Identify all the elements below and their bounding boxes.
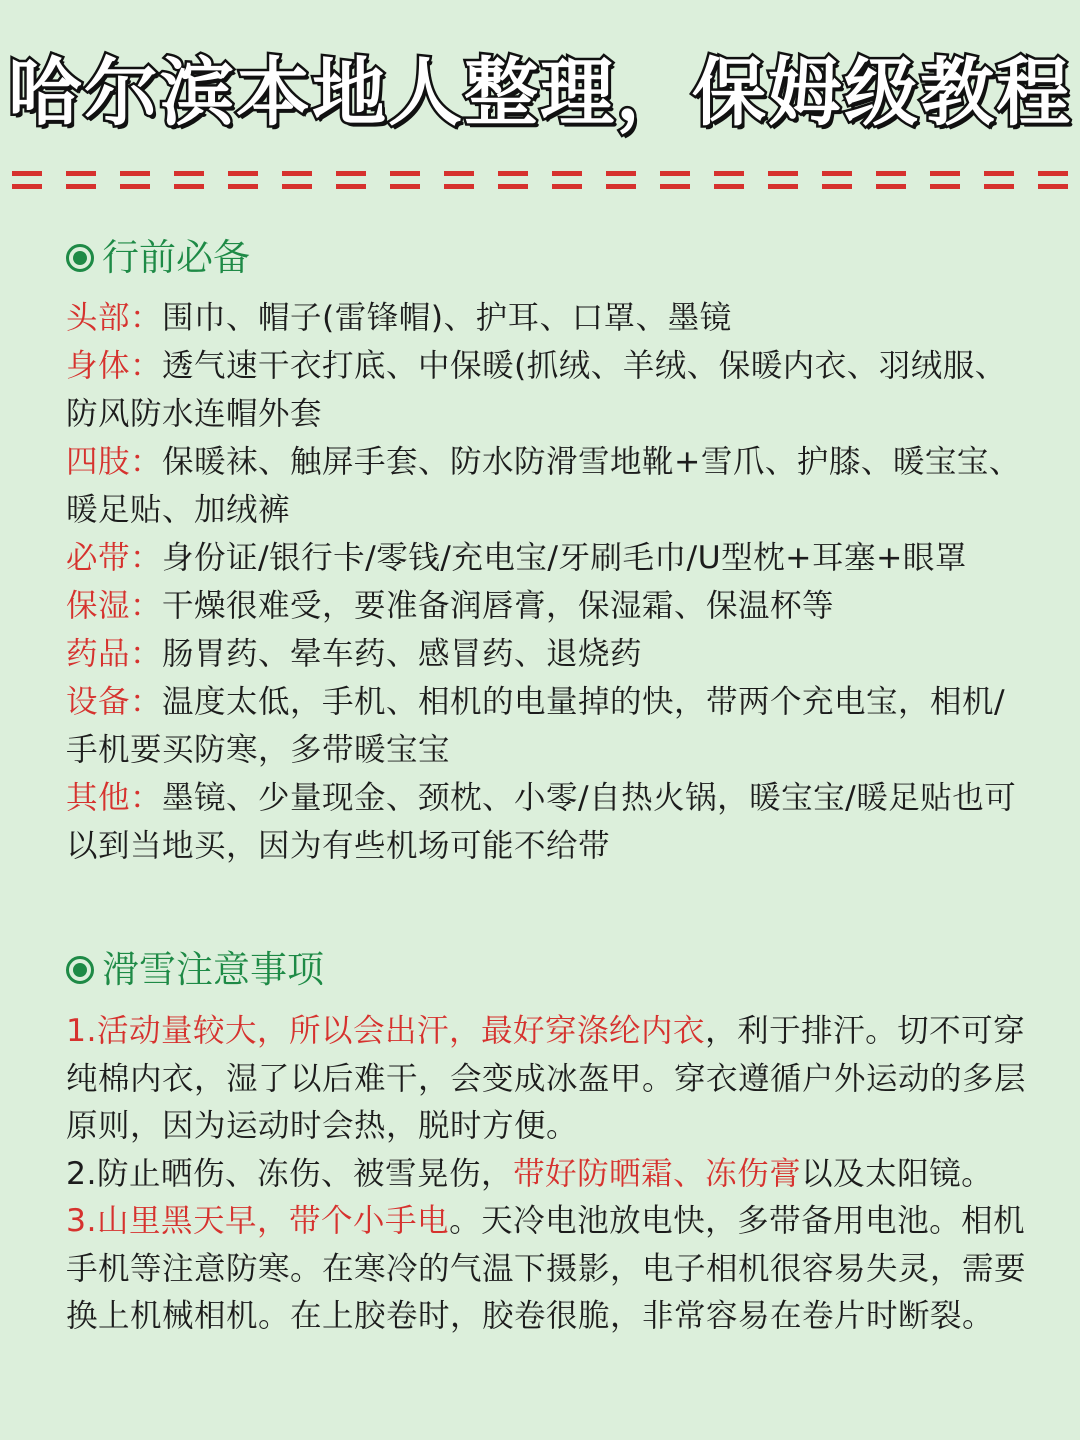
list-item [66, 774, 1036, 870]
section-heading-text: 行前必备 [102, 236, 250, 279]
separator-dash [282, 166, 312, 194]
item-text: 肠胃药、晕车药、感冒药、退烧药 [162, 636, 643, 672]
item-text: 干燥很难受，要准备润唇膏，保湿霜、保温杯等 [162, 588, 835, 624]
item-label: 身体： [66, 348, 163, 384]
separator-dash [552, 166, 582, 194]
section-skiing-notes [66, 942, 1036, 1341]
page-title: 哈尔滨本地人整理，保姆级教程 [8, 50, 1072, 136]
note-text: 2.防止晒伤、冻伤、被雪晃伤， [66, 1155, 514, 1192]
note-item [66, 1198, 1036, 1341]
list-item [66, 678, 1036, 774]
separator-dash [498, 166, 528, 194]
separator-dash [822, 166, 852, 194]
section-heading [66, 230, 1036, 286]
item-label: 必带： [66, 540, 163, 576]
list-item [66, 630, 1036, 678]
item-text: 围巾、帽子(雷锋帽)、护耳、口罩、墨镜 [162, 300, 732, 336]
item-text: 透气速干衣打底、中保暖(抓绒、羊绒、保暖内衣、羽绒服、防风防水连帽外套 [66, 348, 1007, 432]
separator-dash [606, 166, 636, 194]
note-item [66, 1008, 1036, 1151]
item-text: 温度太低，手机、相机的电量掉的快，带两个充电宝，相机/手机要买防寒，多带暖宝宝 [66, 684, 1006, 768]
notes-list [66, 1008, 1036, 1341]
separator-dash [930, 166, 960, 194]
separator-dash [66, 166, 96, 194]
list-item [66, 582, 1036, 630]
separator-dash [120, 166, 150, 194]
section-preparation [66, 230, 1036, 870]
item-label: 四肢： [66, 444, 163, 480]
separator-dash [174, 166, 204, 194]
note-text: 。天冷电池放电快，多带备用电池。相机手机等注意防寒。在寒冷的气温下摄影，电子相机很容易失灵，需要换上机械相机。在上胶卷时，胶卷很脆，非常容易在卷片时断裂。 [66, 1203, 1027, 1334]
separator-dash [876, 166, 906, 194]
circle-bullet-icon [66, 956, 94, 984]
note-text: 以及太阳镜。 [801, 1155, 994, 1192]
separator-dash [768, 166, 798, 194]
item-label: 药品： [66, 636, 163, 672]
separator-dash [444, 166, 474, 194]
separator-dash [714, 166, 744, 194]
note-highlight: 1.活动量较大，所以会出汗，最好穿涤纶内衣 [66, 1013, 706, 1049]
section-heading [66, 942, 1036, 998]
separator-dash [228, 166, 258, 194]
separator-dash [984, 166, 1014, 194]
item-text: 保暖袜、触屏手套、防水防滑雪地靴+雪爪、护膝、暖宝宝、暖足贴、加绒裤 [66, 444, 1021, 528]
note-text: ，利于排汗。切不可穿纯棉内衣，湿了以后难干，会变成冰盔甲。穿衣遵循户外运动的多层原则，因为运动时会热，脱时方便。 [66, 1013, 1027, 1144]
checklist [66, 294, 1036, 870]
note-highlight: 带好防晒霜、冻伤膏 [513, 1155, 802, 1192]
separator-dash [12, 166, 42, 194]
list-item [66, 438, 1036, 534]
item-label: 保湿： [66, 588, 163, 624]
list-item [66, 342, 1036, 438]
item-text: 墨镜、少量现金、颈枕、小零/自热火锅，暖宝宝/暖足贴也可以到当地买，因为有些机场可能不给带 [66, 780, 1017, 864]
item-label: 设备： [66, 684, 163, 720]
dashed-separator [12, 166, 1068, 196]
separator-dash [390, 166, 420, 194]
separator-dash [336, 166, 366, 194]
separator-dash [660, 166, 690, 194]
note-highlight: 3.山里黑天早，带个小手电 [66, 1203, 450, 1239]
list-item [66, 294, 1036, 342]
separator-dash [1038, 166, 1068, 194]
list-item [66, 534, 1036, 582]
circle-bullet-icon [66, 244, 94, 272]
item-label: 头部： [66, 300, 163, 336]
section-heading-text: 滑雪注意事项 [102, 948, 324, 991]
item-text: 身份证/银行卡/零钱/充电宝/牙刷毛巾/U型枕+耳塞+眼罩 [162, 540, 967, 576]
note-item [66, 1151, 1036, 1199]
item-label: 其他： [66, 780, 163, 816]
